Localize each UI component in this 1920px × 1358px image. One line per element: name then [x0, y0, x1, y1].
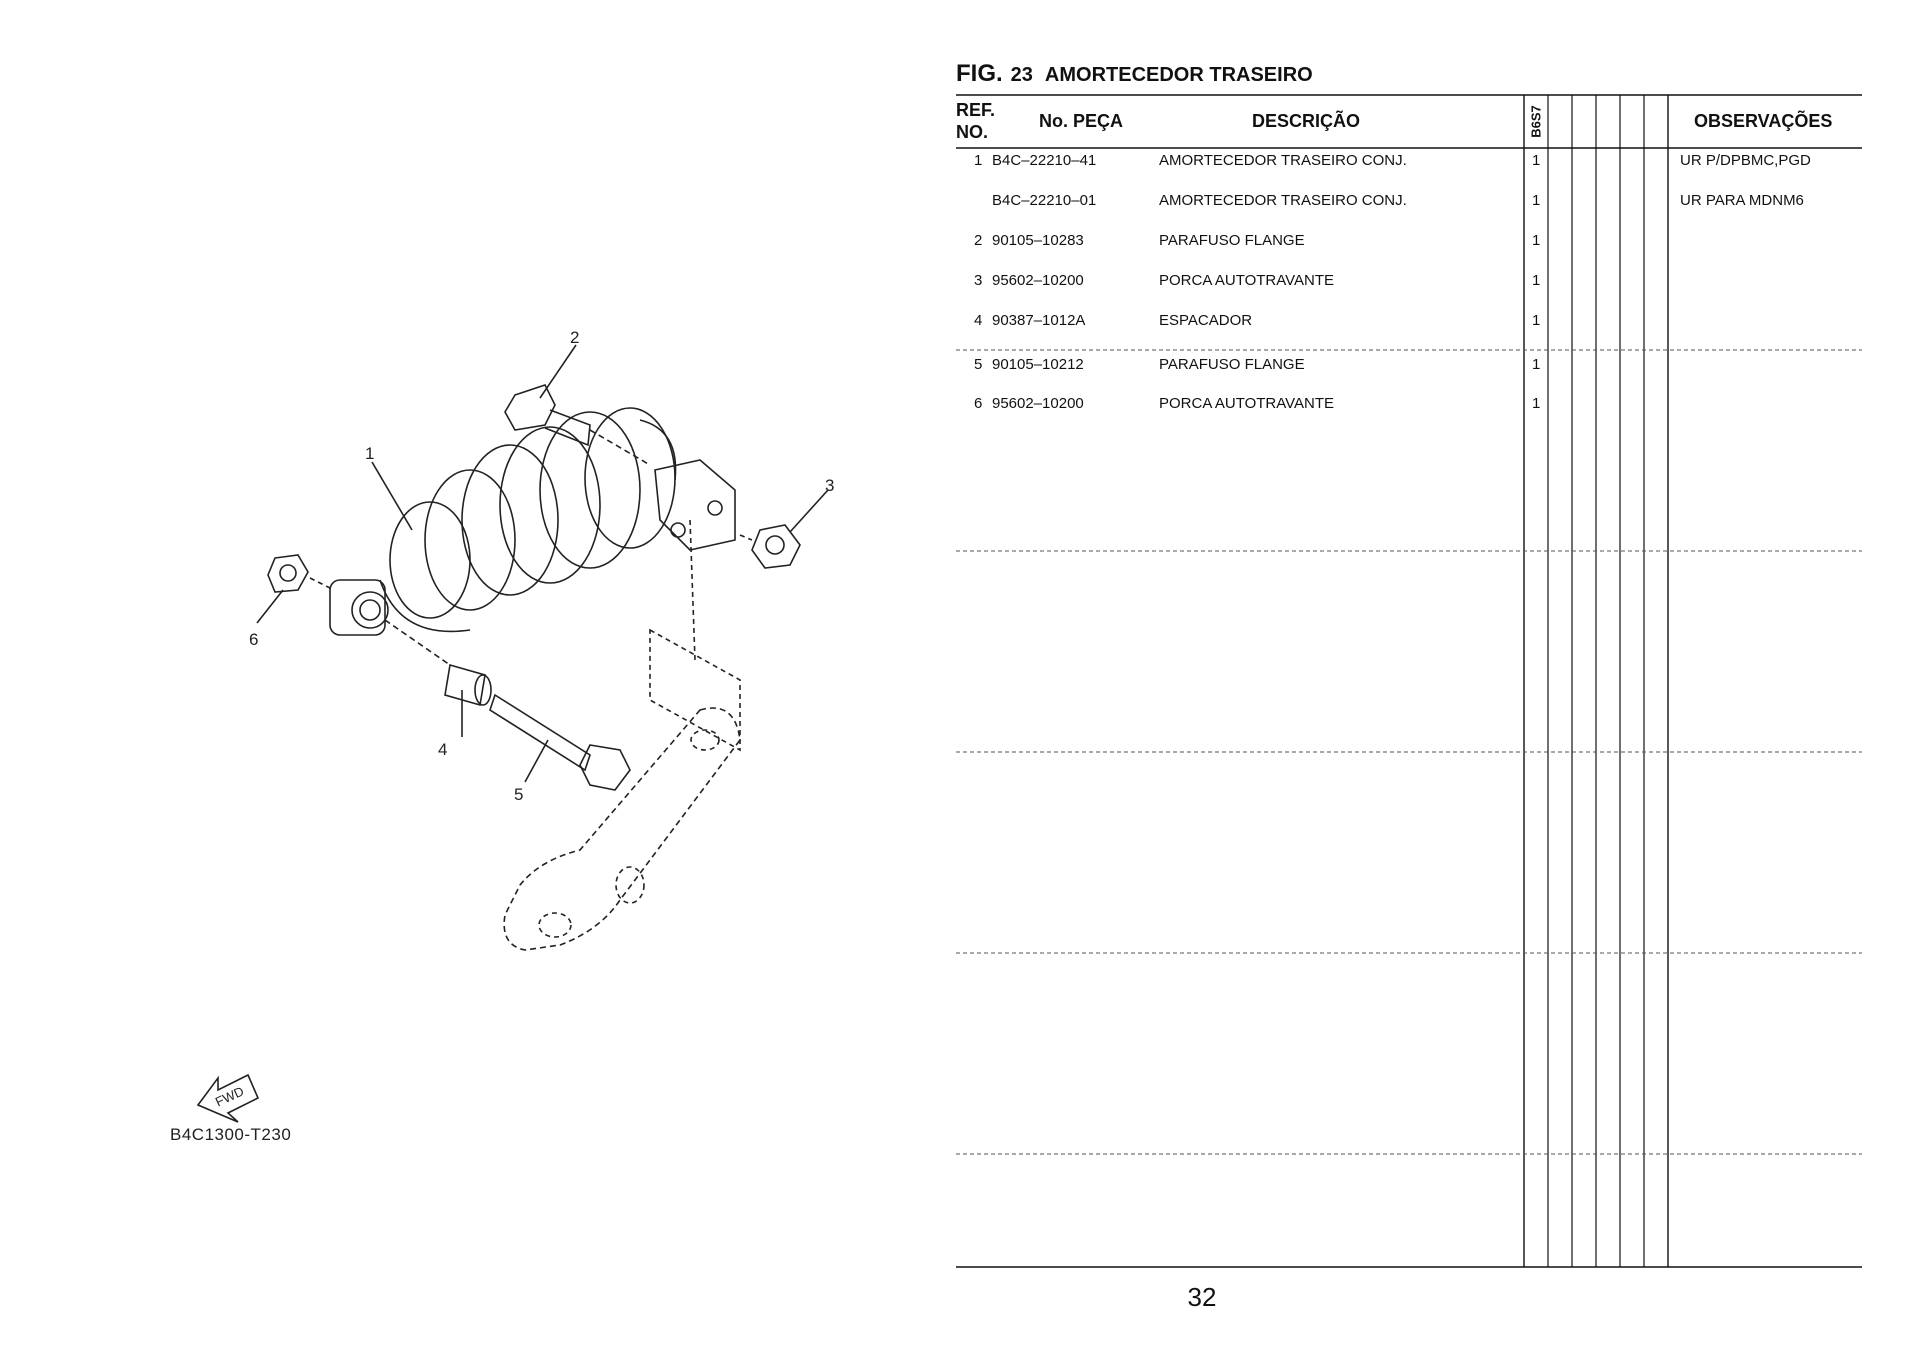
row-3-description: PARAFUSO FLANGE	[1159, 232, 1305, 249]
header-model: B6S7	[1528, 105, 1544, 138]
row-1-ref: 1	[974, 152, 983, 169]
page-number: 32	[1187, 1282, 1217, 1312]
callout-2: 2	[570, 328, 580, 347]
row-3-ref: 2	[974, 232, 983, 249]
spacer-4-drawing	[445, 665, 491, 705]
figure-name: AMORTECEDOR TRASEIRO	[1044, 64, 1313, 86]
bolt-2-drawing	[505, 385, 650, 465]
linkage-arm	[504, 708, 740, 950]
header-ref-line1: REF.	[956, 100, 996, 120]
figure-title	[956, 60, 1313, 88]
shock-lower-eye	[330, 580, 388, 635]
header-remarks: OBSERVAÇÕES	[1694, 111, 1833, 131]
row-2-description: AMORTECEDOR TRASEIRO CONJ.	[1159, 192, 1407, 209]
table-grid	[956, 94, 1862, 1268]
row-5-qty: 1	[1532, 312, 1541, 329]
row-4-qty: 1	[1532, 272, 1541, 289]
row-5-ref: 4	[974, 312, 983, 329]
callout-3: 3	[825, 476, 835, 495]
callout-6: 6	[249, 630, 259, 649]
row-6-part-no: 90105–10212	[992, 356, 1084, 373]
parts-table	[956, 94, 1862, 1268]
row-3-part-no: 90105–10283	[992, 232, 1084, 249]
callout-4: 4	[438, 740, 448, 759]
shock-spring	[380, 408, 676, 631]
row-2-remarks: UR PARA MDNM6	[1680, 192, 1804, 209]
row-4-part-no: 95602–10200	[992, 272, 1084, 289]
row-4-description: PORCA AUTOTRAVANTE	[1159, 272, 1335, 289]
callout-1: 1	[365, 444, 375, 463]
fwd-label: FWD	[212, 1083, 247, 1110]
figure-label: FIG.	[956, 60, 1003, 87]
nut-6-drawing	[268, 555, 330, 592]
row-6-qty: 1	[1532, 356, 1541, 373]
row-7-ref: 6	[974, 395, 983, 412]
header-description: DESCRIÇÃO	[1252, 111, 1361, 131]
bolt-5-drawing	[385, 620, 630, 790]
illustration-code: B4C1300-T230	[170, 1125, 292, 1144]
header-ref-line2: NO.	[956, 122, 989, 142]
row-2-part-no: B4C–22210–01	[992, 192, 1097, 209]
row-7-description: PORCA AUTOTRAVANTE	[1159, 395, 1335, 412]
callout-5: 5	[514, 785, 524, 804]
row-5-part-no: 90387–1012A	[992, 312, 1086, 329]
row-6-description: PARAFUSO FLANGE	[1159, 356, 1305, 373]
row-3-qty: 1	[1532, 232, 1541, 249]
row-1-description: AMORTECEDOR TRASEIRO CONJ.	[1159, 152, 1407, 169]
figure-number: 23	[1010, 64, 1033, 86]
shock-upper-clevis	[655, 460, 735, 550]
row-5-description: ESPACADOR	[1159, 312, 1253, 329]
row-1-qty: 1	[1532, 152, 1541, 169]
row-7-part-no: 95602–10200	[992, 395, 1084, 412]
header-part-no: No. PEÇA	[1039, 111, 1124, 131]
row-4-ref: 3	[974, 272, 983, 289]
row-6-ref: 5	[974, 356, 983, 373]
row-1-remarks: UR P/DPBMC,PGD	[1680, 152, 1811, 169]
exploded-diagram	[0, 0, 940, 1358]
shock-absorber-illustration	[0, 0, 940, 1358]
row-7-qty: 1	[1532, 395, 1541, 412]
row-1-part-no: B4C–22210–41	[992, 152, 1097, 169]
row-2-qty: 1	[1532, 192, 1541, 209]
